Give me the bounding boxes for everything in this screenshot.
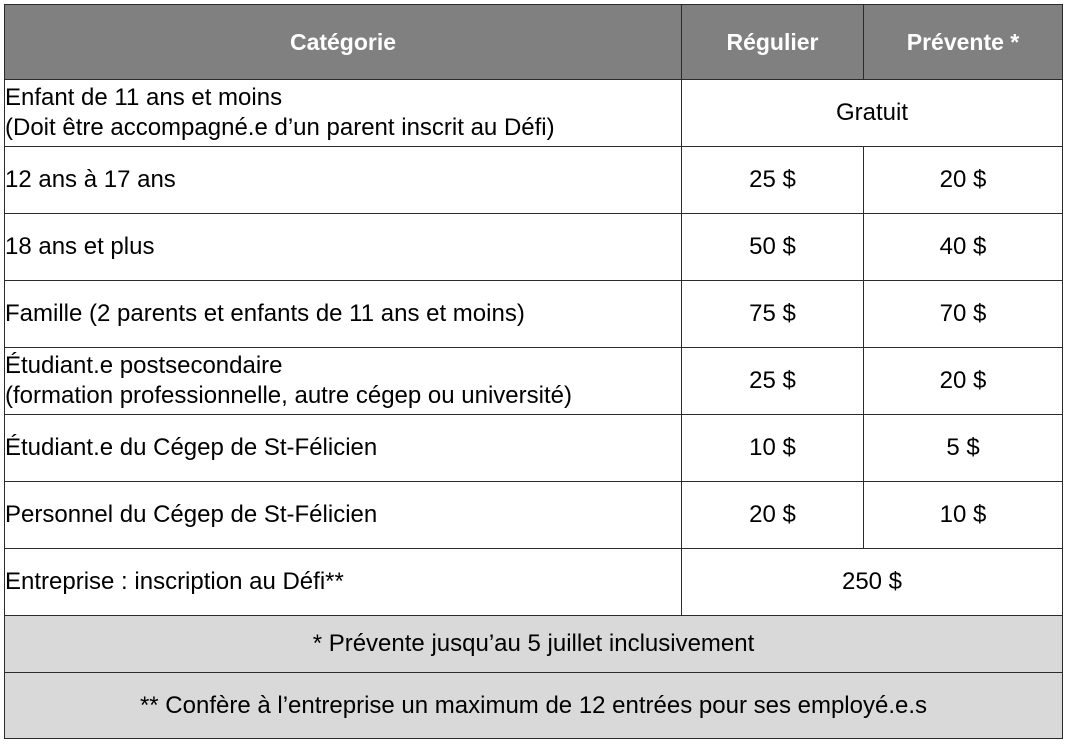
table-row bbox=[5, 549, 1063, 616]
regular-price-cell: 50 $ bbox=[682, 214, 864, 281]
category-cell: Entreprise : inscription au Défi** bbox=[5, 549, 682, 616]
category-line: Enfant de 11 ans et moins bbox=[5, 84, 283, 111]
category-cell: 12 ans à 17 ans bbox=[5, 147, 682, 214]
table-row bbox=[5, 281, 1063, 348]
footnote-row bbox=[5, 616, 1063, 673]
regular-price-cell: 75 $ bbox=[682, 281, 864, 348]
table-row bbox=[5, 214, 1063, 281]
category-cell bbox=[5, 80, 682, 147]
enterprise-footnote: ** Confère à l’entreprise un maximum de 12 entrées pour ses employé.e.s bbox=[5, 673, 1063, 739]
presale-price-cell: 5 $ bbox=[864, 415, 1063, 482]
category-cell: Famille (2 parents et enfants de 11 ans et moins) bbox=[5, 281, 682, 348]
price-merged-cell: Gratuit bbox=[682, 80, 1063, 147]
table-row bbox=[5, 482, 1063, 549]
table-row bbox=[5, 415, 1063, 482]
category-cell bbox=[5, 348, 682, 415]
category-cell: Étudiant.e du Cégep de St-Félicien bbox=[5, 415, 682, 482]
regular-price-cell: 20 $ bbox=[682, 482, 864, 549]
price-table bbox=[4, 4, 1063, 739]
presale-price-cell: 40 $ bbox=[864, 214, 1063, 281]
presale-price-cell: 20 $ bbox=[864, 147, 1063, 214]
header-category: Catégorie bbox=[5, 5, 682, 80]
header-presale: Prévente * bbox=[864, 5, 1063, 80]
header-regular: Régulier bbox=[682, 5, 864, 80]
category-note: (Doit être accompagné.e d’un parent inscrit au Défi) bbox=[5, 114, 555, 141]
table-row bbox=[5, 348, 1063, 415]
regular-price-cell: 10 $ bbox=[682, 415, 864, 482]
presale-footnote: * Prévente jusqu’au 5 juillet inclusivement bbox=[5, 616, 1063, 673]
table-row bbox=[5, 147, 1063, 214]
category-cell: 18 ans et plus bbox=[5, 214, 682, 281]
table-row bbox=[5, 80, 1063, 147]
footnote-row bbox=[5, 673, 1063, 739]
presale-price-cell: 70 $ bbox=[864, 281, 1063, 348]
presale-price-cell: 10 $ bbox=[864, 482, 1063, 549]
regular-price-cell: 25 $ bbox=[682, 147, 864, 214]
regular-price-cell: 25 $ bbox=[682, 348, 864, 415]
header-row bbox=[5, 5, 1063, 80]
category-cell: Personnel du Cégep de St-Félicien bbox=[5, 482, 682, 549]
category-note: (formation professionnelle, autre cégep ou université) bbox=[5, 382, 572, 409]
price-merged-cell: 250 $ bbox=[682, 549, 1063, 616]
presale-price-cell: 20 $ bbox=[864, 348, 1063, 415]
category-line: Étudiant.e postsecondaire bbox=[5, 352, 283, 379]
